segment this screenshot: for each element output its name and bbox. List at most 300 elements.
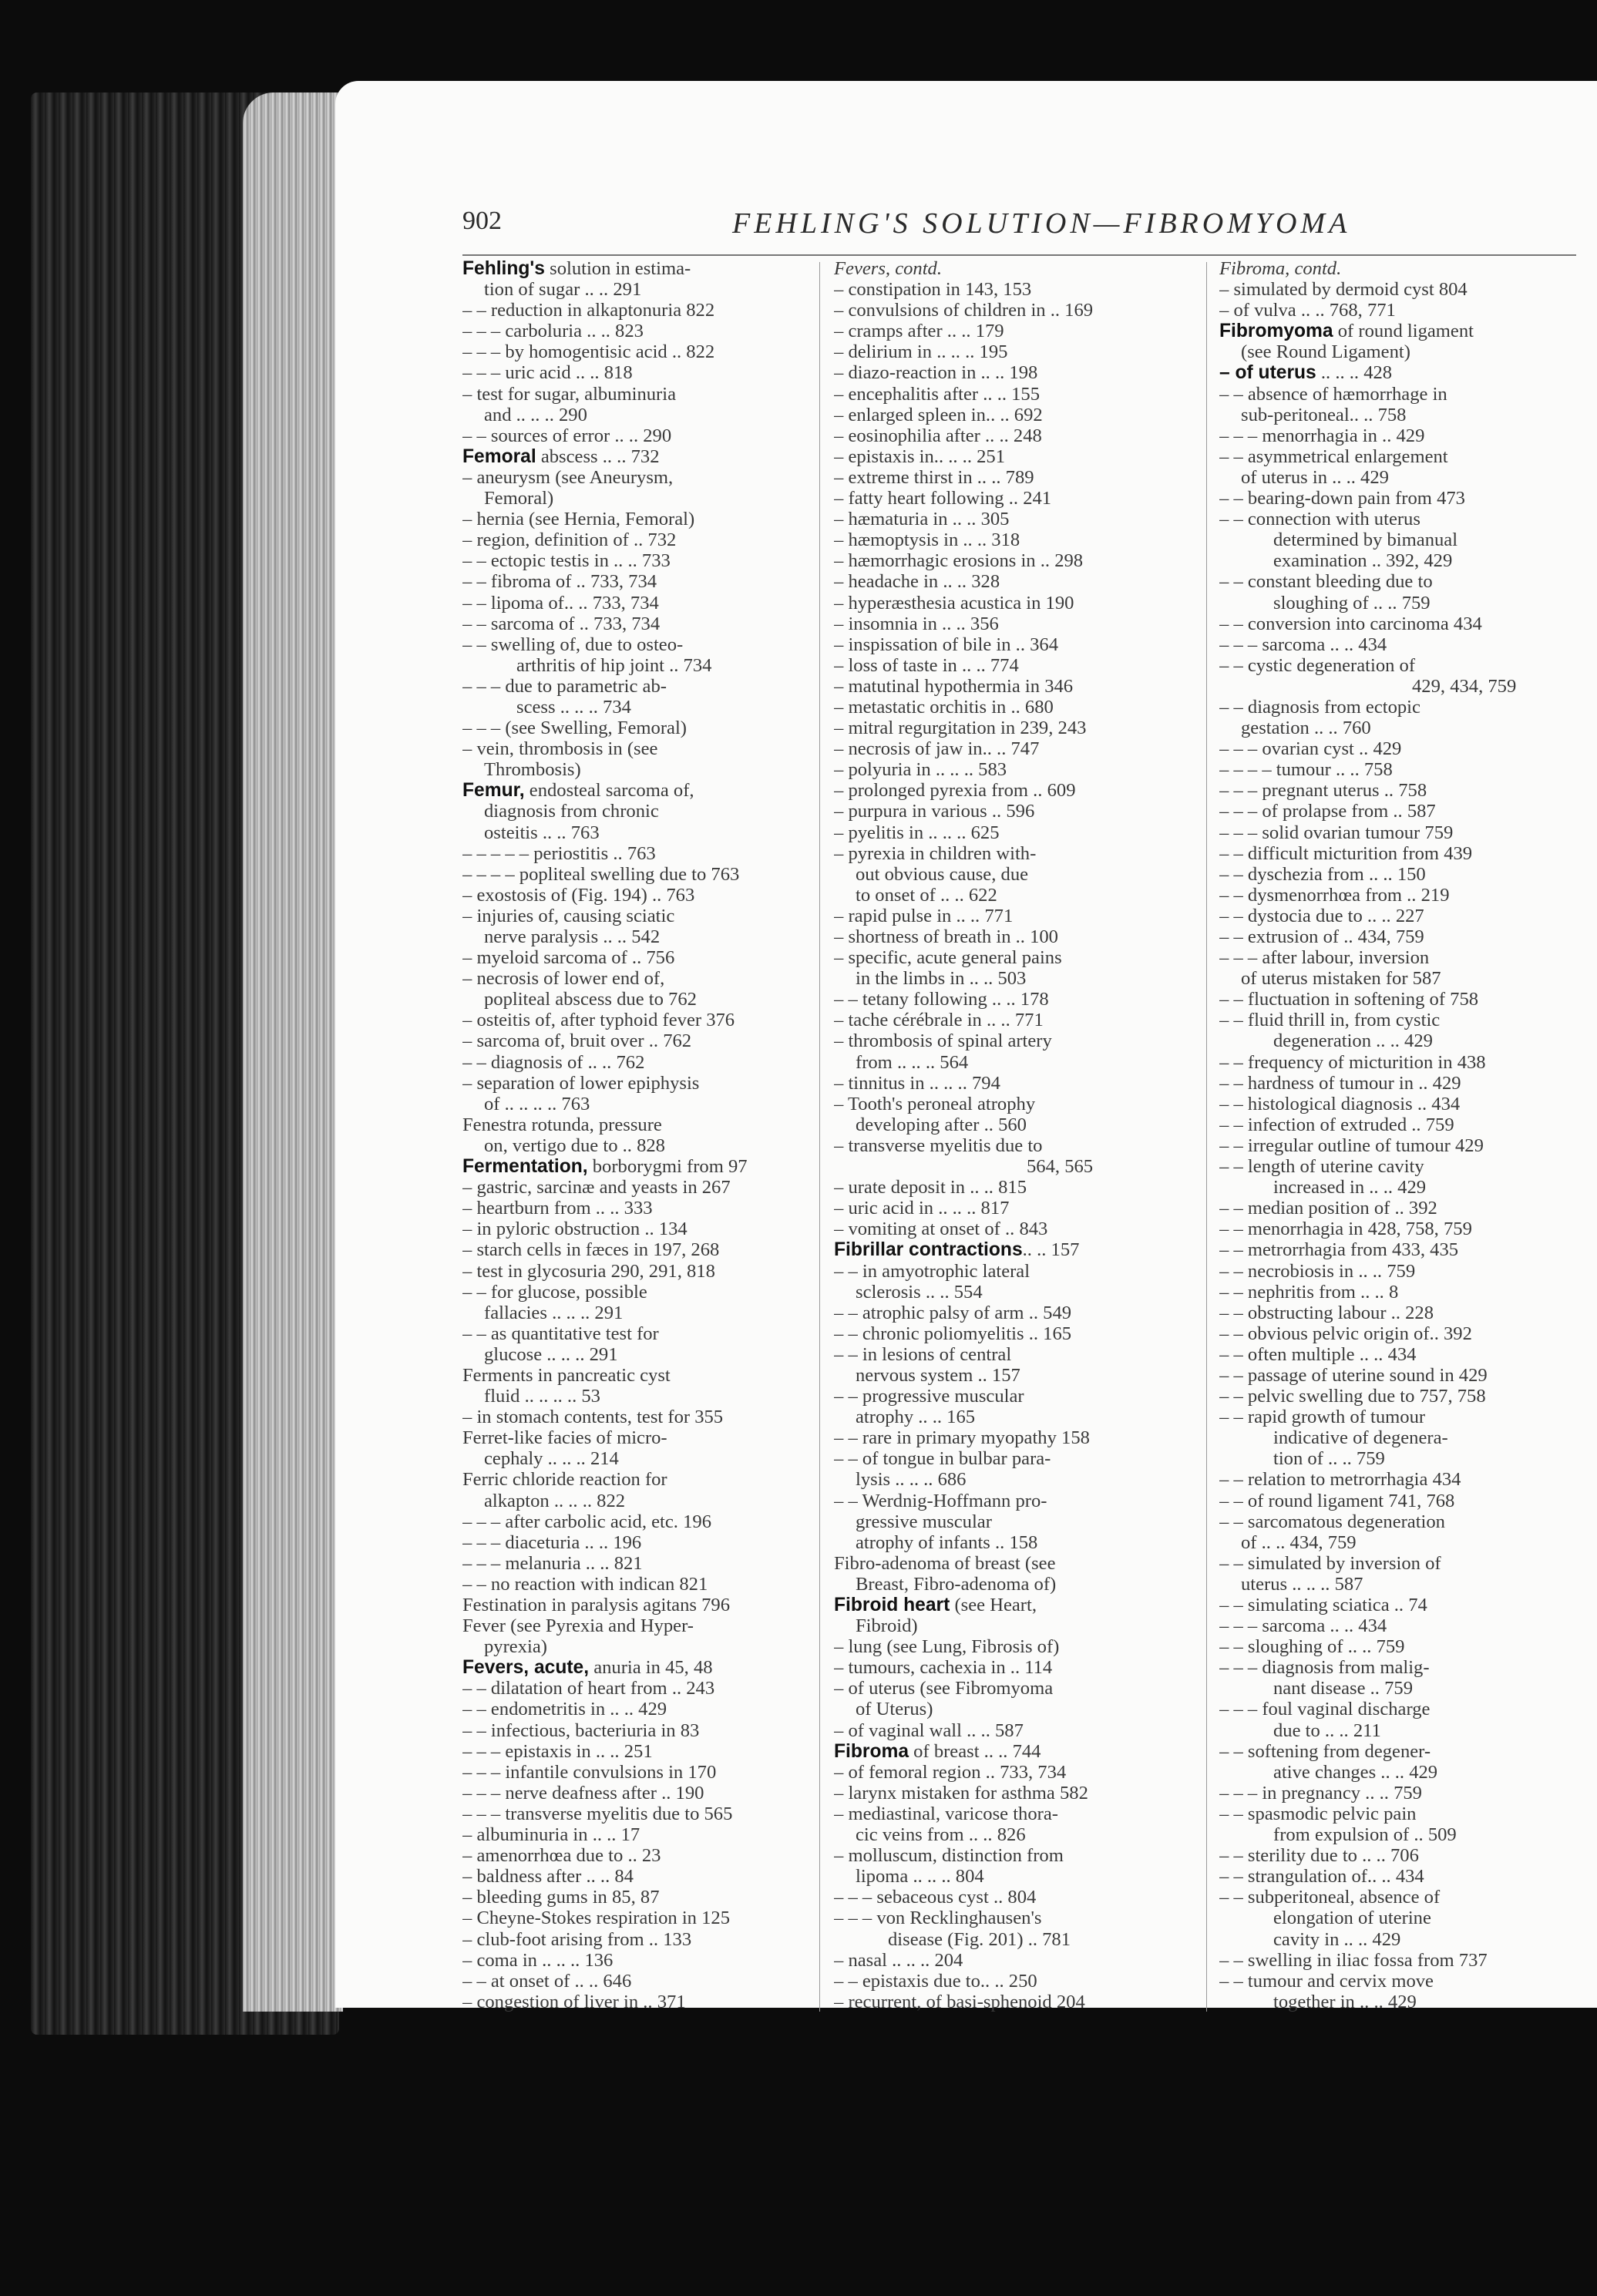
index-entry-text: – – dyschezia from .. .. 150 xyxy=(1219,863,1426,885)
index-entry-text: – – sloughing of .. .. 759 xyxy=(1219,1636,1405,1658)
index-entry xyxy=(1219,1992,1566,2012)
index-entry-text: – albuminuria in .. .. 17 xyxy=(462,1824,640,1846)
index-entry xyxy=(1219,822,1566,843)
index-entry-text: – – epistaxis due to.. .. 250 xyxy=(834,1970,1037,1992)
index-entry-text: – – lipoma of.. .. 733, 734 xyxy=(462,592,659,613)
index-entry-text: atrophy of infants .. 158 xyxy=(856,1531,1038,1553)
index-entry xyxy=(462,1114,809,1135)
index-entry xyxy=(834,885,1181,906)
index-entry-text: due to .. .. 211 xyxy=(1273,1719,1381,1741)
index-entry-text: Fibroid) xyxy=(856,1615,918,1637)
index-entry-text: – hæmorrhagic erosions in .. 298 xyxy=(834,550,1084,572)
index-entry-text: – – – – tumour .. .. 758 xyxy=(1219,759,1393,781)
index-entry xyxy=(1219,1887,1566,1908)
index-entry xyxy=(462,906,809,926)
index-entry xyxy=(834,613,1181,634)
index-entry-text: (see Heart, xyxy=(950,1595,1037,1615)
index-entry-text: – – – carboluria .. .. 823 xyxy=(462,321,644,342)
index-entry-text: – – dilatation of heart from .. 243 xyxy=(462,1678,715,1699)
index-entry xyxy=(1219,488,1566,509)
index-entry xyxy=(462,1198,809,1219)
index-entry-text: – bleeding gums in 85, 87 xyxy=(462,1887,660,1908)
index-entry xyxy=(462,676,809,697)
index-headword: Fibromyoma xyxy=(1219,321,1333,342)
index-entry xyxy=(462,738,809,759)
index-entry-text: borborygmi from 97 xyxy=(587,1156,748,1178)
index-entry-text: – exostosis of (Fig. 194) .. 763 xyxy=(462,884,695,906)
index-entry xyxy=(834,1448,1181,1469)
index-entry-text: – – – sarcoma .. .. 434 xyxy=(1219,1615,1387,1637)
index-column-2 xyxy=(834,258,1181,2012)
index-entry xyxy=(1219,697,1566,718)
index-entry xyxy=(462,1783,809,1804)
index-entry-text: osteitis .. .. 763 xyxy=(484,822,600,843)
index-entry-text: – pyrexia in children with- xyxy=(834,842,1037,864)
index-entry xyxy=(834,634,1181,655)
index-entry-text: – – sources of error .. .. 290 xyxy=(462,425,672,446)
index-entry-text: Fenestra rotunda, pressure xyxy=(462,1114,662,1135)
index-entry-text: elongation of uterine xyxy=(1273,1908,1431,1929)
index-entry xyxy=(1219,593,1566,613)
index-entry-text: – hæmoptysis in .. .. 318 xyxy=(834,529,1020,551)
index-entry xyxy=(1219,467,1566,488)
index-entry xyxy=(1219,425,1566,446)
index-entry-text: – – – sarcoma .. .. 434 xyxy=(1219,634,1387,655)
index-entry xyxy=(834,1678,1181,1699)
index-entry-text: glucose .. .. .. 291 xyxy=(484,1343,618,1365)
index-entry xyxy=(462,1720,809,1741)
index-entry xyxy=(1219,1720,1566,1741)
index-entry-text: of uterus in .. .. 429 xyxy=(1241,466,1389,488)
index-entry-text: – convulsions of children in .. 169 xyxy=(834,300,1094,321)
index-entry-text: Festination in paralysis agitans 796 xyxy=(462,1595,731,1615)
index-entry xyxy=(1219,1595,1566,1615)
index-entry xyxy=(462,1448,809,1469)
index-entry xyxy=(834,989,1181,1010)
index-entry xyxy=(1219,1491,1566,1511)
index-entry xyxy=(462,947,809,968)
index-entry-text: – – necrobiosis in .. .. 759 xyxy=(1219,1260,1416,1282)
index-entry-text: – aneurysm (see Aneurysm, xyxy=(462,466,674,488)
index-headword: Fehling's xyxy=(462,258,545,279)
index-entry xyxy=(462,989,809,1010)
index-entry-text: – of femoral region .. 733, 734 xyxy=(834,1761,1067,1783)
index-entry-text: and .. .. .. 290 xyxy=(484,404,587,425)
index-entry xyxy=(462,864,809,885)
index-entry-text: atrophy .. .. 165 xyxy=(856,1407,976,1428)
index-entry-text: – – – uric acid .. .. 818 xyxy=(462,362,633,384)
index-entry xyxy=(834,405,1181,425)
index-entry xyxy=(1219,1762,1566,1783)
index-entry xyxy=(834,1282,1181,1303)
index-entry-text: – molluscum, distinction from xyxy=(834,1845,1064,1867)
index-entry-text: – inspissation of bile in .. 364 xyxy=(834,634,1059,655)
index-entry xyxy=(1219,1365,1566,1386)
index-entry xyxy=(1219,1804,1566,1824)
index-entry xyxy=(462,279,809,300)
index-entry-text: – – connection with uterus xyxy=(1219,509,1420,530)
index-entry xyxy=(462,384,809,405)
index-entry xyxy=(834,1344,1181,1365)
index-entry xyxy=(1219,1030,1566,1051)
index-entry-text: – necrosis of lower end of, xyxy=(462,968,665,990)
index-entry-text: – – – solid ovarian tumour 759 xyxy=(1219,822,1454,843)
index-entry xyxy=(462,321,809,341)
index-entry xyxy=(834,926,1181,947)
index-entry-text: – – sarcomatous degeneration xyxy=(1219,1511,1445,1532)
index-entry xyxy=(1219,1052,1566,1073)
index-entry xyxy=(462,1595,809,1615)
index-entry xyxy=(1219,300,1566,321)
index-entry-text: – amenorrhœa due to .. 23 xyxy=(462,1845,661,1867)
index-entry-text: cephaly .. .. .. 214 xyxy=(484,1448,619,1470)
index-entry xyxy=(462,1365,809,1386)
index-entry-text: – separation of lower epiphysis xyxy=(462,1072,700,1094)
index-entry xyxy=(462,1323,809,1344)
index-entry xyxy=(834,1532,1181,1553)
index-entry xyxy=(834,321,1181,341)
index-entry-text: on, vertigo due to .. 828 xyxy=(484,1135,665,1156)
index-entry-text: – – – in pregnancy .. .. 759 xyxy=(1219,1782,1422,1804)
index-entry-text: – – absence of hæmorrhage in xyxy=(1219,383,1447,405)
index-entry-text: gestation .. .. 760 xyxy=(1241,718,1371,739)
index-entry-text: – – bearing-down pain from 473 xyxy=(1219,488,1465,509)
index-entry xyxy=(1219,1678,1566,1699)
index-entry xyxy=(1219,384,1566,405)
index-entry xyxy=(834,1574,1181,1595)
index-entry-text: gressive muscular xyxy=(856,1511,992,1532)
index-entry xyxy=(834,1929,1181,1950)
index-entry-text: – – no reaction with indican 821 xyxy=(462,1573,708,1595)
index-entry xyxy=(462,968,809,989)
index-entry-text: – mitral regurgitation in 239, 243 xyxy=(834,718,1087,739)
index-entry xyxy=(834,1595,1181,1615)
index-entry xyxy=(834,1657,1181,1678)
index-entry-text: – – extrusion of .. 434, 759 xyxy=(1219,926,1424,947)
index-entry-text: – – chronic poliomyelitis .. 165 xyxy=(834,1323,1072,1344)
index-entry-text: – larynx mistaken for asthma 582 xyxy=(834,1782,1088,1804)
index-entry xyxy=(462,1135,809,1156)
index-entry-text: – loss of taste in .. .. 774 xyxy=(834,654,1019,676)
index-entry-text: – Tooth's peroneal atrophy xyxy=(834,1093,1036,1114)
index-entry xyxy=(1219,989,1566,1010)
index-entry-text: – – metrorrhagia from 433, 435 xyxy=(1219,1239,1459,1261)
running-head xyxy=(462,207,1572,253)
index-entry-text: – hyperæsthesia acustica in 190 xyxy=(834,592,1074,613)
index-entry-text: – matutinal hypothermia in 346 xyxy=(834,675,1074,697)
index-entry xyxy=(834,1094,1181,1114)
index-entry-text: – – – after labour, inversion xyxy=(1219,947,1430,969)
index-entry-text: – – – sebaceous cyst .. 804 xyxy=(834,1887,1037,1908)
index-entry xyxy=(834,718,1181,738)
index-entry-text: – – tetany following .. .. 178 xyxy=(834,989,1049,1010)
index-entry-text: – hæmaturia in .. .. 305 xyxy=(834,509,1010,530)
index-entry-text: – epistaxis in.. .. .. 251 xyxy=(834,445,1006,467)
index-entry-text: – cramps after .. .. 179 xyxy=(834,321,1004,342)
index-entry xyxy=(834,1908,1181,1928)
index-entry-text: endosteal sarcoma of, xyxy=(524,780,694,802)
index-entry xyxy=(462,655,809,676)
index-entry-text: fallacies .. .. .. 291 xyxy=(484,1302,624,1323)
index-entry xyxy=(1219,1699,1566,1719)
index-entry xyxy=(834,1365,1181,1386)
index-entry-text: – coma in .. .. .. 136 xyxy=(462,1949,614,1971)
index-entry-text: – osteitis of, after typhoid fever 376 xyxy=(462,1010,735,1031)
index-entry xyxy=(462,258,809,279)
index-entry xyxy=(1219,1073,1566,1094)
index-entry-text: – – sterility due to .. .. 706 xyxy=(1219,1845,1419,1867)
index-entry-text: – – – von Recklinghausen's xyxy=(834,1908,1042,1929)
index-entry-text: – – histological diagnosis .. 434 xyxy=(1219,1093,1461,1114)
index-entry-text: – Cheyne-Stokes respiration in 125 xyxy=(462,1908,730,1929)
index-entry-text: – lung (see Lung, Fibrosis of) xyxy=(834,1636,1060,1658)
index-entry xyxy=(462,885,809,906)
index-entry xyxy=(834,1950,1181,1971)
index-entry xyxy=(1219,1219,1566,1239)
index-entry xyxy=(1219,1239,1566,1260)
index-entry-text: – congestion of liver in .. 371 xyxy=(462,1991,686,2012)
index-entry-text: – – dysmenorrhœa from .. 219 xyxy=(1219,884,1450,906)
index-entry xyxy=(1219,885,1566,906)
index-entry xyxy=(1219,571,1566,592)
index-entry-text: – – in amyotrophic lateral xyxy=(834,1260,1030,1282)
index-entry xyxy=(834,1804,1181,1824)
index-entry xyxy=(834,300,1181,321)
index-entry-text: – necrosis of jaw in.. .. 747 xyxy=(834,738,1040,760)
index-entry-text: – – rapid growth of tumour xyxy=(1219,1407,1426,1428)
index-entry xyxy=(834,362,1181,383)
index-entry-text: – – pelvic swelling due to 757, 758 xyxy=(1219,1386,1486,1407)
index-headword: Fibroma xyxy=(834,1740,909,1762)
index-entry xyxy=(462,571,809,592)
index-entry-text: – – – of prolapse from .. 587 xyxy=(1219,801,1436,822)
index-entry-text: – – – ovarian cyst .. 429 xyxy=(1219,738,1402,760)
index-entry-text: Fever (see Pyrexia and Hyper- xyxy=(462,1615,694,1637)
index-entry-text: – – cystic degeneration of xyxy=(1219,654,1416,676)
index-entry-text: – test in glycosuria 290, 291, 818 xyxy=(462,1260,715,1282)
index-entry-text: – pyelitis in .. .. .. 625 xyxy=(834,822,1000,843)
index-entry-text: – transverse myelitis due to xyxy=(834,1135,1043,1156)
index-entry xyxy=(462,509,809,529)
index-entry xyxy=(462,1866,809,1887)
index-entry xyxy=(1219,1950,1566,1971)
index-entry xyxy=(834,509,1181,529)
index-entry xyxy=(1219,446,1566,467)
index-entry-text: Breast, Fibro-adenoma of) xyxy=(856,1573,1057,1595)
index-entry-text: – – nephritis from .. .. 8 xyxy=(1219,1281,1399,1303)
index-entry-text: – – fluid thrill in, from cystic xyxy=(1219,1010,1441,1031)
index-entry-text: – – – melanuria .. .. 821 xyxy=(462,1552,643,1574)
index-entry-text: – – menorrhagia in 428, 758, 759 xyxy=(1219,1219,1472,1240)
index-entry xyxy=(834,864,1181,885)
index-entry-text: – enlarged spleen in.. .. 692 xyxy=(834,404,1043,425)
index-entry-text: arthritis of hip joint .. 734 xyxy=(516,654,712,676)
index-entry-text: – mediastinal, varicose thora- xyxy=(834,1803,1058,1824)
index-entry xyxy=(462,1887,809,1908)
index-entry xyxy=(1219,1824,1566,1845)
index-entry-text: – myeloid sarcoma of .. 756 xyxy=(462,947,675,969)
index-entry xyxy=(834,1491,1181,1511)
index-entry-text: from expulsion of .. 509 xyxy=(1273,1824,1457,1846)
index-entry-text: – – of round ligament 741, 768 xyxy=(1219,1490,1455,1511)
index-entry xyxy=(834,1198,1181,1219)
index-entry-text: – gastric, sarcinæ and yeasts in 267 xyxy=(462,1177,731,1198)
index-entry xyxy=(1219,1783,1566,1804)
index-entry xyxy=(462,1386,809,1407)
index-entry-text: – – swelling of, due to osteo- xyxy=(462,634,684,655)
index-entry xyxy=(834,1135,1181,1156)
index-entry xyxy=(462,593,809,613)
index-entry-text: fluid .. .. .. .. 53 xyxy=(484,1386,600,1407)
index-entry-text: – in pyloric obstruction .. 134 xyxy=(462,1219,688,1240)
book-fore-edge xyxy=(243,92,343,2012)
page-number: 902 xyxy=(462,207,502,235)
index-entry xyxy=(462,488,809,509)
index-entry-text: – – Werdnig-Hoffmann pro- xyxy=(834,1490,1047,1511)
index-entry-text: – – ectopic testis in .. .. 733 xyxy=(462,550,671,572)
index-entry-text: – – atrophic palsy of arm .. 549 xyxy=(834,1302,1072,1323)
index-entry-text: uterus .. .. .. 587 xyxy=(1241,1573,1363,1595)
index-entry-text: – – – pregnant uterus .. 758 xyxy=(1219,780,1427,802)
index-entry-text: lipoma .. .. .. 804 xyxy=(856,1866,984,1888)
index-entry-text: Ferret-like facies of micro- xyxy=(462,1427,667,1449)
index-entry xyxy=(462,1219,809,1239)
index-entry xyxy=(462,1971,809,1992)
index-entry xyxy=(462,1261,809,1282)
index-entry-text: – – diagnosis of .. .. 762 xyxy=(462,1051,645,1073)
index-entry-text: – – in lesions of central xyxy=(834,1343,1012,1365)
index-entry-text: popliteal abscess due to 762 xyxy=(484,989,697,1010)
index-entry-text: nerve paralysis .. .. 542 xyxy=(484,926,661,947)
column-divider xyxy=(819,262,820,2012)
index-entry-text: – nasal .. .. .. 204 xyxy=(834,1949,963,1971)
index-entry-text: – – hardness of tumour in .. 429 xyxy=(1219,1072,1461,1094)
index-entry xyxy=(1219,1386,1566,1407)
index-entry xyxy=(834,467,1181,488)
index-entry xyxy=(462,759,809,780)
index-entry xyxy=(1219,1866,1566,1887)
index-entry-text: – tache cérébrale in .. .. 771 xyxy=(834,1010,1044,1031)
index-entry-text: nant disease .. 759 xyxy=(1273,1678,1413,1699)
index-entry-text: – uric acid in .. .. .. 817 xyxy=(834,1198,1010,1219)
index-entry-text: in the limbs in .. .. 503 xyxy=(856,968,1027,990)
index-entry xyxy=(462,1177,809,1198)
index-entry-text: – in stomach contents, test for 355 xyxy=(462,1407,724,1428)
index-entry xyxy=(1219,1971,1566,1992)
index-entry xyxy=(462,1615,809,1636)
index-entry xyxy=(834,697,1181,718)
index-entry xyxy=(1219,321,1566,341)
index-entry-text: of Uterus) xyxy=(856,1699,933,1720)
index-entry xyxy=(1219,1344,1566,1365)
index-entry xyxy=(462,550,809,571)
index-entry xyxy=(1219,926,1566,947)
index-entry xyxy=(462,1052,809,1073)
index-entry-text: – – passage of uterine sound in 429 xyxy=(1219,1364,1488,1386)
index-entry xyxy=(462,1491,809,1511)
index-entry xyxy=(834,279,1181,300)
index-entry-text: – shortness of breath in .. 100 xyxy=(834,926,1058,947)
continuation-heading xyxy=(834,258,1181,279)
index-entry xyxy=(462,801,809,822)
index-entry-text: – – spasmodic pelvic pain xyxy=(1219,1803,1417,1824)
index-entry xyxy=(834,655,1181,676)
index-entry-text: – – difficult micturition from 439 xyxy=(1219,842,1473,864)
index-entry-text: – – obvious pelvic origin of.. 392 xyxy=(1219,1323,1472,1344)
index-entry-text: – thrombosis of spinal artery xyxy=(834,1030,1052,1052)
index-entry xyxy=(834,1303,1181,1323)
index-entry-text: diagnosis from chronic xyxy=(484,801,659,822)
index-entry xyxy=(462,1469,809,1490)
index-entry-text: – – – diaceturia .. .. 196 xyxy=(462,1531,642,1553)
index-entry xyxy=(462,1407,809,1427)
index-entry-text: – fatty heart following .. 241 xyxy=(834,488,1052,509)
index-entry xyxy=(462,843,809,864)
index-entry-text: – heartburn from .. .. 333 xyxy=(462,1198,653,1219)
index-entry xyxy=(1219,550,1566,571)
index-entry xyxy=(834,1052,1181,1073)
index-entry-text: disease (Fig. 201) .. 781 xyxy=(888,1928,1071,1950)
index-headword: Fevers, acute, xyxy=(462,1657,590,1679)
index-entry-text: – – – nerve deafness after .. 190 xyxy=(462,1782,704,1804)
index-entry-text: cic veins from .. .. 826 xyxy=(856,1824,1026,1846)
index-entry-text: Fibroma, contd. xyxy=(1219,258,1342,279)
index-entry-text: Fevers, contd. xyxy=(834,258,942,279)
index-entry-text: to onset of .. .. 622 xyxy=(856,884,997,906)
index-entry xyxy=(834,1824,1181,1845)
index-entry-text: determined by bimanual xyxy=(1273,529,1458,551)
index-entry-text: – – for glucose, possible xyxy=(462,1281,647,1303)
index-entry xyxy=(1219,634,1566,655)
index-entry xyxy=(1219,1135,1566,1156)
index-entry xyxy=(462,926,809,947)
index-entry-text: – – conversion into carcinoma 434 xyxy=(1219,613,1482,634)
index-entry xyxy=(1219,738,1566,759)
index-entry xyxy=(834,1177,1181,1198)
index-entry-text: Thrombosis) xyxy=(484,759,581,781)
index-entry xyxy=(462,1156,809,1177)
index-entry-text: – diazo-reaction in .. .. 198 xyxy=(834,362,1038,384)
index-entry xyxy=(834,529,1181,550)
index-entry-text: – – tumour and cervix move xyxy=(1219,1970,1434,1992)
index-entry-text: – – irregular outline of tumour 429 xyxy=(1219,1135,1484,1156)
index-entry-text: – – asymmetrical enlargement xyxy=(1219,445,1448,467)
index-entry-text: Femoral) xyxy=(484,488,554,509)
index-entry xyxy=(462,1824,809,1845)
index-entry-text: – region, definition of .. 732 xyxy=(462,529,677,551)
index-entry-text: – – – after carbolic acid, etc. 196 xyxy=(462,1511,711,1532)
index-entry xyxy=(1219,1261,1566,1282)
index-entry xyxy=(834,1114,1181,1135)
index-entry xyxy=(834,1323,1181,1344)
index-entry xyxy=(462,467,809,488)
index-entry xyxy=(1219,509,1566,529)
index-entry-text: Ferments in pancreatic cyst xyxy=(462,1364,671,1386)
index-entry-text: – – sarcoma of .. 733, 734 xyxy=(462,613,661,634)
index-headword: Fibroid heart xyxy=(834,1595,950,1615)
index-entry xyxy=(462,634,809,655)
index-entry-text: – – – epistaxis in .. .. 251 xyxy=(462,1740,653,1762)
index-entry xyxy=(462,1804,809,1824)
index-headword: Fermentation, xyxy=(462,1156,588,1178)
index-entry-text: scess .. .. .. 734 xyxy=(516,696,631,718)
index-entry xyxy=(834,593,1181,613)
index-entry xyxy=(834,1783,1181,1804)
index-entry xyxy=(462,780,809,801)
index-entry-text: nervous system .. 157 xyxy=(856,1364,1020,1386)
index-entry xyxy=(1219,1636,1566,1657)
index-entry xyxy=(462,425,809,446)
